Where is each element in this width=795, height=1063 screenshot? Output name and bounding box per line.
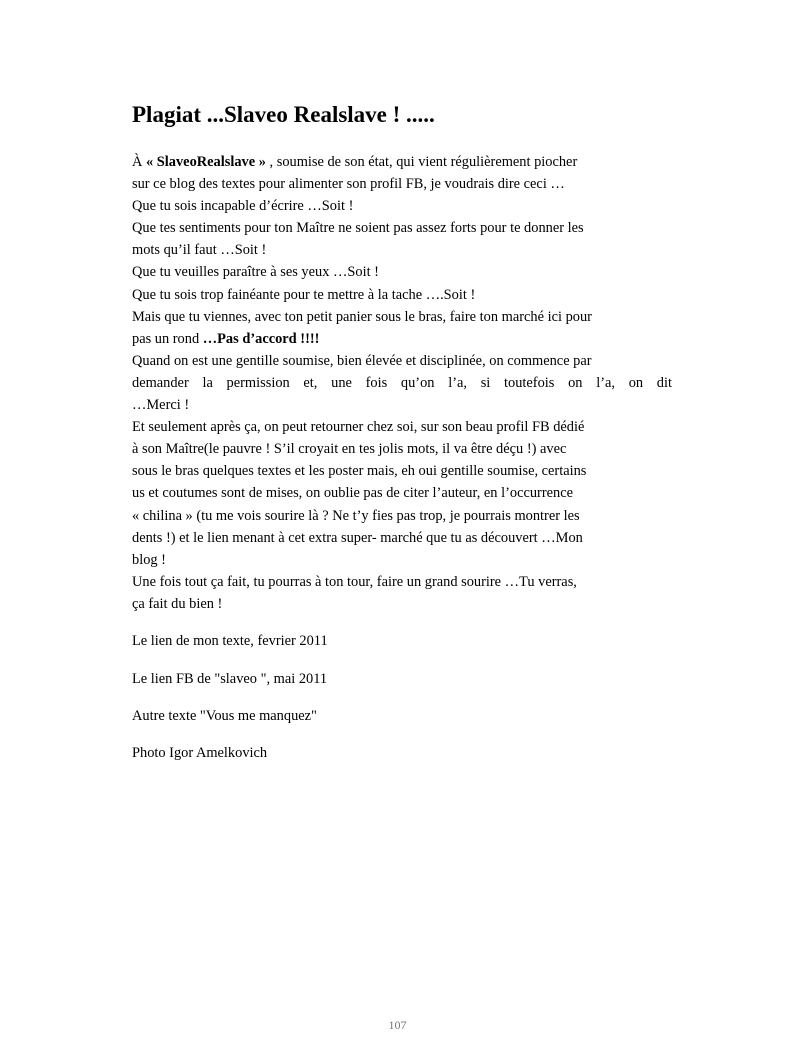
text-line: dents !) et le lien menant à cet extra super- marché que tu as découvert …Mon	[132, 529, 583, 546]
text-line: sous le bras quelques textes et les poster mais, eh oui gentille soumise, certains	[132, 463, 587, 480]
page-number: 107	[388, 1018, 407, 1032]
text-line: ça fait du bien !	[132, 595, 223, 612]
text-segment: pas un rond	[132, 330, 203, 347]
link-other-text[interactable]: Autre texte "Vous me manquez"	[132, 708, 317, 724]
bold-name: « SlaveoRealslave »	[146, 154, 266, 170]
text-line: Une fois tout ça fait, tu pourras à ton tour, faire un grand sourire …Tu verras,	[132, 573, 577, 590]
text-line: …Merci !	[132, 397, 190, 414]
text-line: sur ce blog des textes pour alimenter son profil FB, je voudrais dire ceci …	[132, 176, 565, 193]
text-line: Et seulement après ça, on peut retourner chez soi, sur son beau profil FB dédié	[132, 419, 585, 436]
text-line: demander la permission et, une fois qu’on l’a, si toutefois on l’a, on dit	[132, 374, 672, 391]
page-title: Plagiat ...Slaveo Realslave ! .....	[132, 102, 435, 127]
photo-credit: Photo Igor Amelkovich	[132, 745, 268, 761]
text-line: à son Maître(le pauvre ! S’il croyait en tes jolis mots, il va être déçu !) avec	[132, 441, 567, 458]
text-line: Que tu veuilles paraître à ses yeux …Soit !	[132, 264, 379, 281]
text-line: Mais que tu viennes, avec ton petit panier sous le bras, faire ton marché ici pour	[132, 308, 592, 325]
link-fb-slaveo[interactable]: Le lien FB de "slaveo ", mai 2011	[132, 671, 328, 687]
text-line: us et coutumes sont de mises, on oublie pas de citer l’auteur, en l’occurrence	[132, 485, 573, 502]
text-line: Que tu sois trop fainéante pour te mettre à la tache ….Soit !	[132, 286, 476, 303]
text-line: Que tes sentiments pour ton Maître ne soient pas assez forts pour te donner les	[132, 220, 584, 237]
text-line: « chilina » (tu me vois sourire là ? Ne t’y fies pas trop, je pourrais montrer les	[132, 507, 580, 524]
text-line: Quand on est une gentille soumise, bien élevée et disciplinée, on commence par	[132, 352, 592, 369]
text-line: Que tu sois incapable d’écrire …Soit !	[132, 198, 354, 215]
text-line	[132, 328, 672, 350]
link-my-text[interactable]: Le lien de mon texte, fevrier 2011	[132, 633, 328, 649]
text-line: blog !	[132, 551, 166, 568]
bold-phrase: …Pas d’accord !!!!	[202, 330, 320, 347]
text-segment: À	[132, 154, 146, 170]
text-line	[132, 151, 672, 173]
body-paragraph	[132, 151, 672, 615]
text-segment: , soumise de son état, qui vient régulièrement piocher	[265, 154, 578, 170]
text-line: mots qu’il faut …Soit !	[132, 242, 267, 259]
